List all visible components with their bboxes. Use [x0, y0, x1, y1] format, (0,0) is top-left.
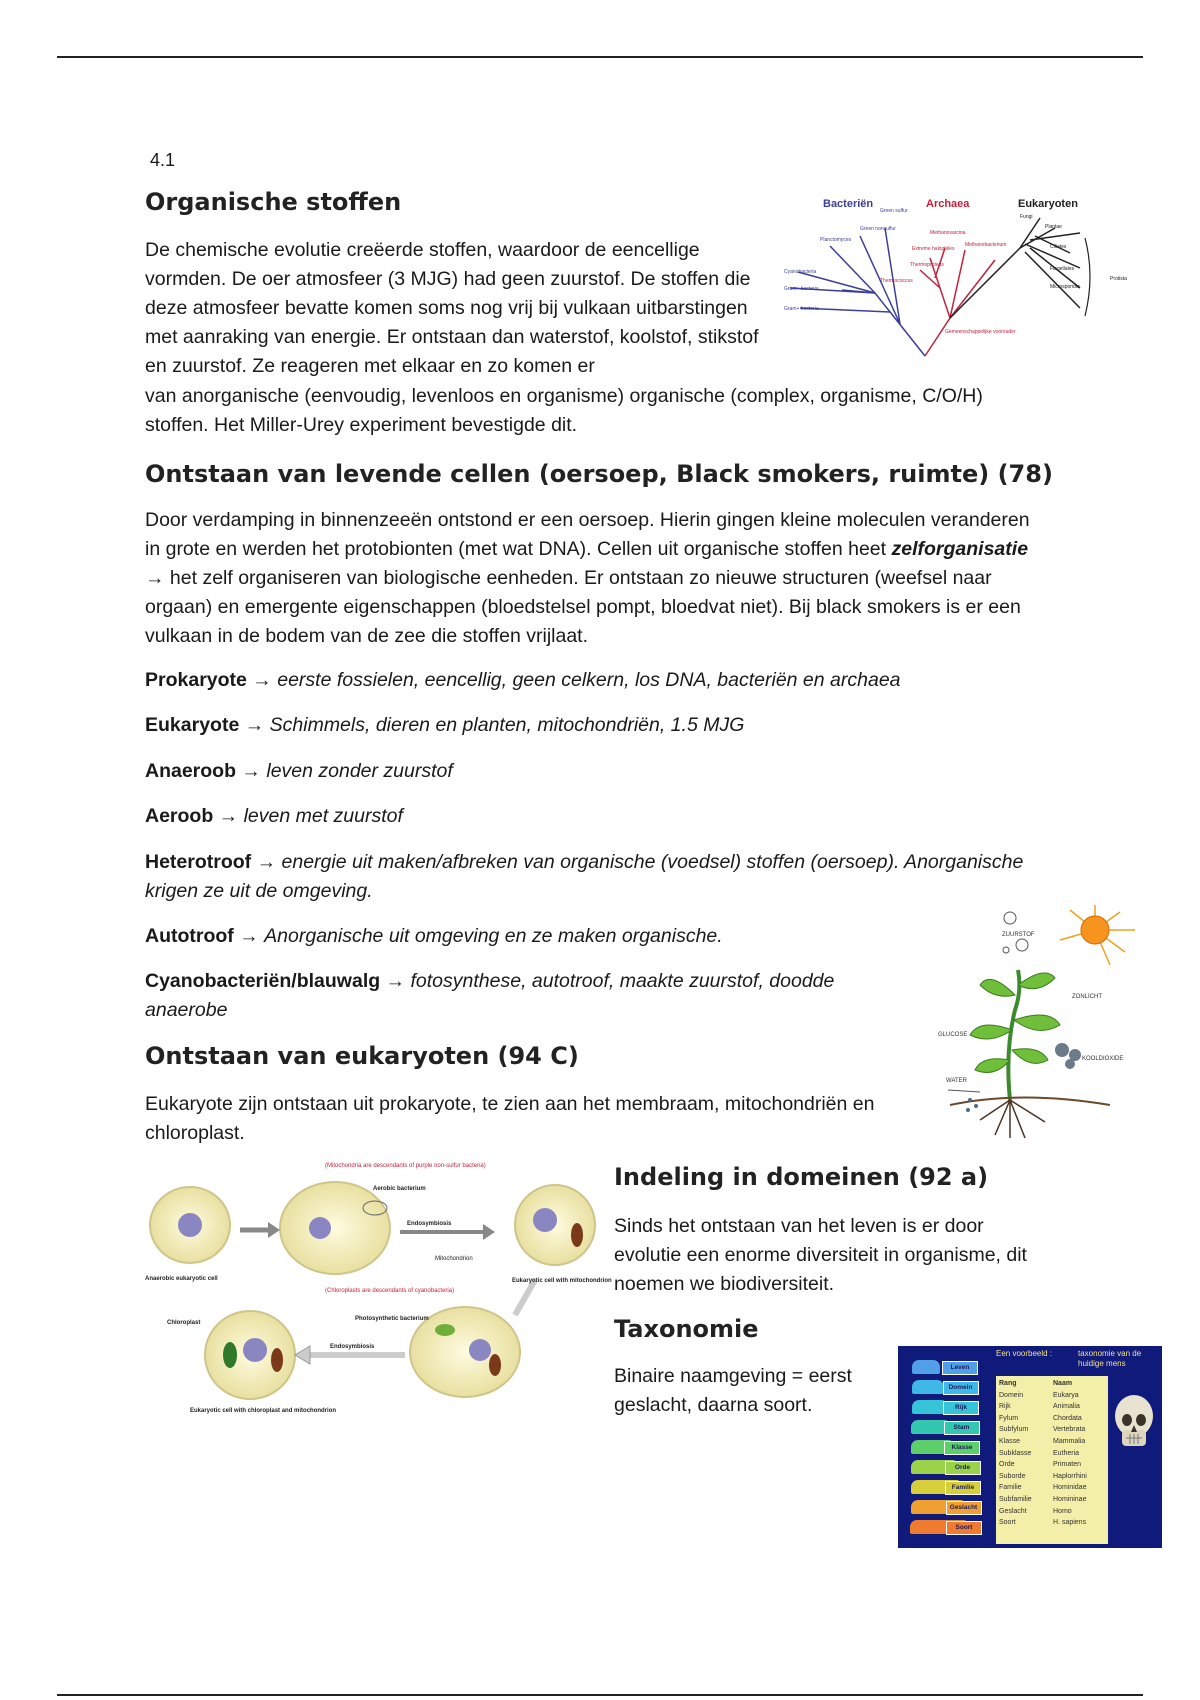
taxonomy-pyramid: [904, 1360, 988, 1545]
svg-text:Plantae: Plantae: [1045, 224, 1062, 230]
taxonomy-rank: Soort: [999, 1519, 1016, 1527]
bottom-rule: [57, 1694, 1143, 1696]
svg-text:Extreme halophiles: Extreme halophiles: [912, 246, 955, 252]
taxonomy-row: [999, 1459, 1105, 1471]
definition-heterotroof: [145, 848, 1065, 906]
paragraph-levende-cellen-a: Door verdamping in binnenzeeën ontstond er een oersoep. Hierin gingen kleine moleculen veranderen in grote en werden het protobionten (met wat DNA). Cellen uit organische stoffen heet: [145, 509, 1030, 560]
taxonomy-name: Homo: [1053, 1507, 1072, 1515]
svg-text:Flagellates: Flagellates: [1050, 266, 1075, 272]
pyramid-level: [912, 1360, 940, 1374]
pyramid-level-label: Soort: [946, 1521, 982, 1535]
tree-label-eukaryota: Eukaryoten: [1018, 198, 1078, 210]
taxonomy-col-rang: Rang: [999, 1380, 1017, 1387]
svg-text:Anaerobic eukaryotic cell: Anaerobic eukaryotic cell: [145, 1276, 218, 1282]
tree-label-bacteria: Bacteriën: [823, 198, 874, 210]
taxonomy-name: Chordata: [1053, 1414, 1082, 1422]
taxonomy-row: [999, 1401, 1105, 1413]
heading-ontstaan-eukaryoten-text: Ontstaan van eukaryoten: [145, 1042, 490, 1070]
pyramid-level-label: Stam: [944, 1421, 980, 1435]
heading-ontstaan-eukaryoten-ref: (94 C): [497, 1042, 579, 1070]
svg-text:Protista: Protista: [1110, 276, 1127, 282]
paragraph-taxonomie: Binaire naamgeving = eerst geslacht, daarna soort.: [614, 1365, 852, 1416]
taxonomy-row: [999, 1506, 1105, 1518]
taxonomy-name: Hominidae: [1053, 1484, 1087, 1492]
taxonomy-figure: [898, 1346, 1162, 1548]
definition-desc: Anorganische uit omgeving en ze maken organische.: [264, 925, 723, 947]
svg-text:Chloroplast: Chloroplast: [167, 1320, 201, 1326]
svg-text:Green nonsulfur: Green nonsulfur: [860, 226, 896, 232]
pyramid-level-label: Geslacht: [946, 1501, 982, 1515]
svg-text:Cyanobacteria: Cyanobacteria: [784, 269, 817, 275]
svg-text:Microsporidia: Microsporidia: [1050, 284, 1080, 290]
definition-term: Heterotroof: [145, 851, 252, 873]
heading-ontstaan-levende-cellen-ref: (78): [997, 460, 1053, 488]
paragraph-organische-stoffen-top: De chemische evolutie creëerde stoffen, waardoor de eencellige vormden. De oer atmosfeer (3 MJG) had geen zuurstof. De stoffen die deze atmosfeer bevatte komen soms nog vrij bij vulkaan uitbarstingen met aanraking van energie. Er ontstaan dan waterstof, koolstof, stikstof en zuurstof. Ze reageren met elkaar en zo komen er: [145, 239, 759, 377]
definition-term: Aeroob: [145, 805, 214, 827]
tree-of-life-figure: [780, 188, 1152, 368]
heading-ontstaan-levende-cellen: [145, 460, 1053, 488]
heading-organische-stoffen: Organische stoffen: [145, 188, 402, 216]
svg-text:Thermococcus: Thermococcus: [880, 278, 913, 284]
svg-text:Planctomyces: Planctomyces: [820, 237, 852, 243]
svg-text:KOOLDIOXIDE: KOOLDIOXIDE: [1082, 1056, 1124, 1062]
arrow-icon: →: [213, 805, 244, 827]
definition-desc: energie uit maken/afbreken van organische (voedsel) stoffen (oersoep). Anorganische krigen ze uit de omgeving.: [145, 851, 1024, 902]
svg-text:Methanosarcina: Methanosarcina: [930, 230, 966, 236]
svg-text:Endosymbiosis: Endosymbiosis: [330, 1344, 375, 1350]
paragraph-ontstaan-eukaryoten: Eukaryote zijn ontstaan uit prokaryote, te zien aan het membraam, mitochondriën en chloroplast.: [145, 1093, 875, 1144]
taxonomy-name: Eutheria: [1053, 1449, 1080, 1457]
definition-term: Anaeroob: [145, 760, 237, 782]
definition-term: Autotroof: [145, 925, 234, 947]
taxonomy-rank: Suborde: [999, 1472, 1026, 1480]
arrow-icon: →: [246, 669, 278, 691]
svg-text:Aerobic bacterium: Aerobic bacterium: [373, 1186, 426, 1192]
taxonomy-rank: Geslacht: [999, 1507, 1027, 1515]
taxonomy-name: Haplorrhini: [1053, 1472, 1087, 1480]
taxonomy-name: Primaten: [1053, 1461, 1082, 1469]
taxonomy-name: Vertebrata: [1053, 1426, 1086, 1434]
svg-text:Fungi: Fungi: [1020, 214, 1033, 220]
taxonomy-rank: Subfylum: [999, 1426, 1029, 1434]
heading-taxonomie: Taxonomie: [614, 1315, 759, 1343]
taxonomy-rank: Subklasse: [999, 1449, 1032, 1457]
photosynthesis-plant-figure: [910, 900, 1140, 1140]
definition-prokaryote: [145, 666, 1045, 695]
pyramid-level: [912, 1380, 944, 1394]
taxonomy-name: Homininae: [1053, 1495, 1087, 1503]
taxonomy-col-naam: Naam: [1053, 1380, 1073, 1387]
taxonomy-rank: Familie: [999, 1484, 1022, 1492]
taxonomy-row: [999, 1471, 1105, 1483]
svg-text:Mitochondrion: Mitochondrion: [435, 1256, 473, 1262]
heading-ontstaan-eukaryoten: [145, 1042, 579, 1070]
definition-desc: eerste fossielen, eencellig, geen celkern, los DNA, bacteriën en archaea: [277, 669, 901, 691]
svg-text:(Mitochondria are descendants: (Mitochondria are descendants of purple non-sulfur bacteria): [325, 1163, 486, 1169]
paragraph-levende-cellen: [145, 506, 1045, 651]
svg-text:GLUCOSE: GLUCOSE: [938, 1032, 968, 1038]
paragraph-indeling-in-domeinen: Sinds het ontstaan van het leven is er door evolutie een enorme diversiteit in organisme, dit noemen we biodiversiteit.: [614, 1215, 1027, 1295]
definition-anaeroob: [145, 757, 1045, 786]
svg-text:WATER: WATER: [946, 1078, 967, 1084]
definition-desc: leven zonder zuurstof: [266, 760, 453, 782]
arrow-icon: →: [251, 851, 282, 873]
taxonomy-row: [999, 1413, 1105, 1425]
taxonomy-row: [999, 1424, 1105, 1436]
arrow-icon: →: [233, 925, 265, 947]
definition-eukaryote: [145, 711, 1045, 740]
tree-label-archaea: Archaea: [926, 198, 970, 210]
taxonomy-header-right: taxonomie van de huidige mens: [1078, 1349, 1142, 1368]
taxonomy-rank: Fylum: [999, 1414, 1019, 1422]
heading-ontstaan-levende-cellen-text: Ontstaan van levende cellen (oersoep, Black smokers, ruimte): [145, 460, 990, 488]
taxonomy-header-left: Een voorbeeld :: [996, 1349, 1053, 1358]
taxonomy-row: [999, 1494, 1105, 1506]
definition-term: Cyanobacteriën/blauwalg: [145, 970, 381, 992]
definition-desc: fotosynthese, autotroof, maakte zuurstof, doodde anaerobe: [145, 970, 835, 1021]
taxonomy-row: [999, 1390, 1105, 1402]
taxonomy-name: Animalia: [1053, 1403, 1080, 1411]
definition-aeroob: [145, 802, 1045, 831]
pyramid-level-label: Leven: [942, 1361, 978, 1375]
taxonomy-rank: Klasse: [999, 1437, 1021, 1445]
svg-text:Thermoproteus: Thermoproteus: [910, 262, 944, 268]
taxonomy-rank: Subfamilie: [999, 1495, 1032, 1503]
svg-text:Gram+ bacteria: Gram+ bacteria: [784, 306, 819, 312]
taxonomy-row: [999, 1436, 1105, 1448]
pyramid-level-label: Rijk: [943, 1401, 979, 1415]
pyramid-level-label: Orde: [945, 1461, 981, 1475]
svg-text:Gram+ bacteria: Gram+ bacteria: [784, 286, 819, 292]
svg-text:ZUURSTOF: ZUURSTOF: [1002, 932, 1035, 938]
taxonomy-row: [999, 1482, 1105, 1494]
heading-indeling-in-domeinen: Indeling in domeinen (92 a): [614, 1163, 989, 1191]
term-zelforganisatie: zelforganisatie: [891, 538, 1029, 560]
svg-text:ZONLICHT: ZONLICHT: [1072, 994, 1102, 1000]
taxonomy-rank: Rijk: [999, 1403, 1011, 1411]
taxonomy-name: H. sapiens: [1053, 1519, 1087, 1527]
taxonomy-table: [996, 1376, 1108, 1544]
definition-autotroof: [145, 922, 905, 951]
svg-text:Photosynthetic bacterium: Photosynthetic bacterium: [355, 1316, 429, 1322]
svg-text:Green sulfur: Green sulfur: [880, 208, 908, 214]
paragraph-organische-stoffen-bottom: van anorganische (eenvoudig, levenloos en organisme) organische (complex, organisme, C/O/H) stoffen. Het Miller-Urey experiment bevestigde dit.: [145, 385, 983, 436]
svg-text:Gemeenschappelijke voorouder: Gemeenschappelijke voorouder: [945, 329, 1016, 335]
arrow-icon: →: [239, 714, 270, 736]
definition-cyanobacterien: [145, 967, 885, 1025]
taxonomy-name: Eukarya: [1053, 1391, 1079, 1399]
definition-term: Prokaryote: [145, 669, 247, 691]
arrow-icon: →: [236, 760, 267, 782]
pyramid-level-label: Familie: [945, 1481, 981, 1495]
taxonomy-rank: Orde: [999, 1461, 1015, 1469]
definition-desc: leven met zuurstof: [243, 805, 403, 827]
taxonomy-name: Mammalia: [1053, 1437, 1086, 1445]
svg-text:Methanobacterium: Methanobacterium: [965, 242, 1007, 248]
top-rule: [57, 56, 1143, 58]
pyramid-level-label: Domein: [943, 1381, 979, 1395]
paragraph-levende-cellen-b: → het zelf organiseren van biologische eenheden. Er ontstaan zo nieuwe structuren (weefsel naar orgaan) en emergente eigenschappen (bloedstelsel pompt, bloedvat niet). Bij black smokers is er een vulkaan in de bodem van de zee die stoffen vrijlaat.: [145, 567, 1021, 647]
taxonomy-rank: Domein: [999, 1391, 1024, 1399]
skull-icon: [1112, 1394, 1156, 1450]
svg-text:Ciliates: Ciliates: [1050, 244, 1067, 250]
svg-text:(Chloroplasts are descendants: (Chloroplasts are descendants of cyanobacteria): [325, 1288, 455, 1294]
taxonomy-row: [999, 1448, 1105, 1460]
pyramid-level-label: Klasse: [944, 1441, 980, 1455]
endosymbiosis-figure: [145, 1160, 612, 1420]
svg-text:Endosymbiosis: Endosymbiosis: [407, 1221, 452, 1227]
definition-desc: Schimmels, dieren en planten, mitochondriën, 1.5 MJG: [269, 714, 745, 736]
section-number: 4.1: [150, 150, 176, 170]
taxonomy-row: [999, 1517, 1105, 1529]
svg-text:Eukaryotic cell with chloropla: Eukaryotic cell with chloroplast and mitochondrion: [190, 1408, 337, 1414]
definition-term: Eukaryote: [145, 714, 240, 736]
arrow-icon: →: [380, 970, 411, 992]
svg-text:Eukaryotic cell with mitochond: Eukaryotic cell with mitochondrion: [512, 1278, 612, 1284]
